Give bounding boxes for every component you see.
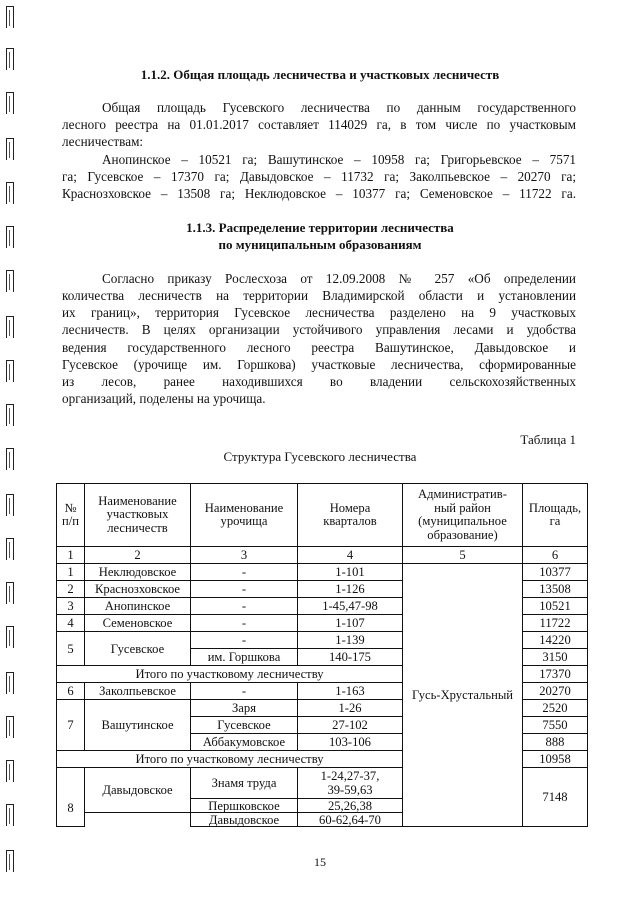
paragraph-line: количества лесничеств на территории Владимирской области и установлении <box>62 288 576 303</box>
binder-ring <box>6 6 14 28</box>
paragraph-line: лесничеств. В целях организации устойчивого управления лесами и удобства <box>62 322 576 337</box>
section-heading-1-1-3-subtitle: по муниципальным образованиям <box>218 237 422 252</box>
column-number: 5 <box>403 547 523 564</box>
table-header: Административ- ный район (муниципальное образование) <box>403 484 523 547</box>
table-header: № п/п <box>57 484 85 547</box>
cell-number: 8 <box>57 768 85 827</box>
cell-number: 2 <box>57 581 85 598</box>
cell-quarters: 25,26,38 <box>298 799 403 813</box>
cell-quarters: 1-26 <box>298 700 403 717</box>
cell-tract: Давыдовское <box>191 813 298 827</box>
cell-tract: Гусевское <box>191 717 298 734</box>
table-header: Наименование участковых лесничеств <box>85 484 191 547</box>
binder-ring <box>6 672 14 694</box>
cell-area: 13508 <box>523 581 588 598</box>
cell-number: 3 <box>57 598 85 615</box>
cell-number: 1 <box>57 564 85 581</box>
cell-area: 14220 <box>523 632 588 649</box>
cell-quarters: 140-175 <box>298 649 403 666</box>
cell-quarters: 1-163 <box>298 683 403 700</box>
paragraph-line: их границ», территория Гусевское лесничества разделено на 9 участковых <box>62 305 576 320</box>
forestry-structure-table <box>56 483 588 827</box>
section-heading-1-1-3: 1.1.3. Распределение территории лесничества <box>186 220 454 235</box>
cell-tract: - <box>191 598 298 615</box>
cell-tract: им. Горшкова <box>191 649 298 666</box>
binder-ring <box>6 538 14 560</box>
cell-name: Краснозховское <box>85 581 191 598</box>
binder-ring <box>6 760 14 782</box>
binder-ring <box>6 804 14 826</box>
binder-ring <box>6 360 14 382</box>
page-number: 15 <box>314 855 326 869</box>
cell-quarters: 103-106 <box>298 734 403 751</box>
cell-area: 2520 <box>523 700 588 717</box>
section-heading-1-1-2: 1.1.2. Общая площадь лесничества и участковых лесничеств <box>140 67 500 82</box>
paragraph-line: Анопинское – 10521 га; Вашутинское – 10958 га; Григорьевское – 7571 <box>102 152 576 167</box>
table-header: Площадь, га <box>523 484 588 547</box>
cell-tract: - <box>191 615 298 632</box>
cell-name: Семеновское <box>85 615 191 632</box>
cell-area: 10377 <box>523 564 588 581</box>
column-number: 4 <box>298 547 403 564</box>
binder-ring <box>6 92 14 114</box>
cell-number: 5 <box>57 632 85 666</box>
cell-quarters: 1-24,27-37, 39-59,63 <box>298 768 403 799</box>
cell-name: Анопинское <box>85 598 191 615</box>
cell-area: 3150 <box>523 649 588 666</box>
cell-total-label: Итого по участковому лесничеству <box>57 666 403 683</box>
paragraph-line: Краснозховское – 13508 га; Неклюдовское – 10377 га; Семеновское – 11722 га. <box>62 186 576 201</box>
binder-ring <box>6 138 14 160</box>
table-label: Таблица 1 <box>520 432 576 447</box>
paragraph-line: лесного реестра на 01.01.2017 составляет 114029 га, в том числе по участковым <box>62 117 576 132</box>
cell-tract: - <box>191 683 298 700</box>
paragraph-line: организаций, поделены на урочища. <box>62 391 266 406</box>
binder-ring <box>6 494 14 516</box>
cell-area: 888 <box>523 734 588 751</box>
table-header: Номера кварталов <box>298 484 403 547</box>
cell-quarters: 27-102 <box>298 717 403 734</box>
paragraph-line: лесничествам: <box>62 134 144 149</box>
cell-name: Вашутинское <box>85 700 191 751</box>
cell-total-label: Итого по участковому лесничеству <box>57 751 403 768</box>
cell-number: 6 <box>57 683 85 700</box>
cell-area: 7148 <box>523 768 588 827</box>
cell-quarters: 1-126 <box>298 581 403 598</box>
cell-quarters: 1-45,47-98 <box>298 598 403 615</box>
cell-name: Заколпьевское <box>85 683 191 700</box>
binder-ring <box>6 270 14 292</box>
paragraph-line: Общая площадь Гусевского лесничества по данным государственного <box>102 100 576 115</box>
cell-name-continued <box>85 813 191 827</box>
cell-tract: Заря <box>191 700 298 717</box>
cell-tract: Аббакумовское <box>191 734 298 751</box>
paragraph-line: из лесов, ранее находившихся во владении сельскохозяйственных <box>62 374 576 389</box>
cell-total-area: 10958 <box>523 751 588 768</box>
cell-tract: - <box>191 632 298 649</box>
paragraph-line: Гусевское (урочище им. Горшкова) участковые лесничества, сформированные <box>62 357 576 372</box>
cell-name: Неклюдовское <box>85 564 191 581</box>
paragraph-line: Согласно приказу Рослесхоза от 12.09.2008 № 257 «Об определении <box>102 271 576 286</box>
cell-admin-district: Гусь-Хрустальный <box>403 564 523 827</box>
binder-ring <box>6 716 14 738</box>
table-caption: Структура Гусевского лесничества <box>223 449 417 464</box>
cell-total-area: 17370 <box>523 666 588 683</box>
column-number: 6 <box>523 547 588 564</box>
binder-ring <box>6 404 14 426</box>
binder-ring <box>6 182 14 204</box>
paragraph-line: га; Гусевское – 17370 га; Давыдовское – 11732 га; Заколпьевское – 20270 га; <box>62 169 576 184</box>
binder-ring <box>6 582 14 604</box>
column-number: 3 <box>191 547 298 564</box>
cell-area: 7550 <box>523 717 588 734</box>
cell-area: 10521 <box>523 598 588 615</box>
binder-ring <box>6 626 14 648</box>
table-row <box>57 564 588 581</box>
cell-tract: - <box>191 564 298 581</box>
cell-tract: Знамя труда <box>191 768 298 799</box>
cell-quarters: 1-139 <box>298 632 403 649</box>
cell-number: 4 <box>57 615 85 632</box>
column-number: 2 <box>85 547 191 564</box>
cell-area: 11722 <box>523 615 588 632</box>
cell-name: Давыдовское <box>85 768 191 813</box>
cell-area: 20270 <box>523 683 588 700</box>
binder-ring <box>6 316 14 338</box>
cell-tract: - <box>191 581 298 598</box>
paragraph-line: ведения государственного лесного реестра Вашутинское, Давыдовское и <box>62 340 576 355</box>
cell-quarters: 1-101 <box>298 564 403 581</box>
cell-quarters: 1-107 <box>298 615 403 632</box>
table-header: Наименование урочища <box>191 484 298 547</box>
cell-number: 7 <box>57 700 85 751</box>
column-number: 1 <box>57 547 85 564</box>
cell-quarters: 60-62,64-70 <box>298 813 403 827</box>
cell-name: Гусевское <box>85 632 191 666</box>
cell-tract: Першковское <box>191 799 298 813</box>
